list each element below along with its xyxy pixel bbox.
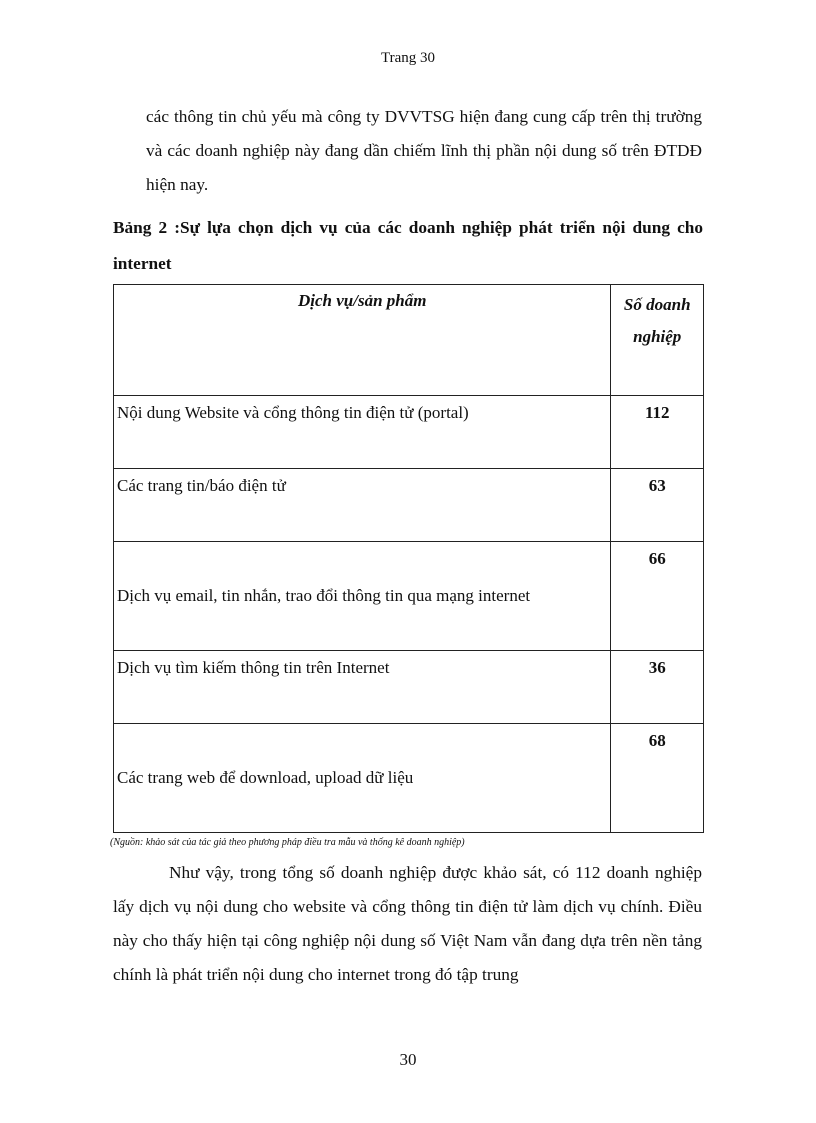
service-cell (114, 724, 611, 833)
service-cell (114, 396, 611, 469)
count-value: 66 (648, 549, 666, 568)
page-number: 30 (399, 1050, 417, 1069)
intro-paragraph: các thông tin chủ yếu mà công ty DVVTSG hiện đang cung cấp trên thị trường và các doanh nghiệp này đang dần chiếm lĩnh thị phần nội dung số trên ĐTDĐ hiện nay. (146, 107, 702, 194)
table-row (114, 651, 704, 724)
count-cell (611, 542, 704, 651)
count-cell (611, 724, 704, 833)
count-value: 63 (648, 476, 666, 495)
table-row (114, 396, 704, 469)
service-label: Dịch vụ tìm kiếm thông tin trên Internet (117, 658, 390, 677)
service-cell (114, 469, 611, 542)
header-service-label: Dịch vụ/sản phẩm (297, 291, 427, 310)
services-table (113, 284, 704, 833)
count-cell (611, 396, 704, 469)
service-cell (114, 542, 611, 651)
count-value: 112 (644, 403, 670, 422)
header-count (611, 285, 704, 396)
count-cell (611, 469, 704, 542)
table-header-row (114, 285, 704, 396)
service-cell (114, 651, 611, 724)
conclusion-text: Như vậy, trong tổng số doanh nghiệp được khảo sát, có 112 doanh nghiệp lấy dịch vụ nội dung cho website và cổng thông tin điện tử làm dịch vụ chính. Điều này cho thấy hiện tại công nghiệp nội dung số Việt Nam vẫn đang dựa trên nền tảng chính là phát triển nội dung cho internet trong đó tập trung (113, 863, 702, 984)
count-cell (611, 651, 704, 724)
service-label: Các trang tin/báo điện tử (117, 476, 286, 495)
table-row (114, 469, 704, 542)
source-note: (Nguồn: khảo sát của tác giả theo phương pháp điều tra mẫu và thống kê doanh nghiệp) (110, 837, 465, 848)
count-value: 68 (648, 731, 666, 750)
table-row (114, 724, 704, 833)
service-label: Các trang web để download, upload dữ liệu (117, 768, 414, 787)
table-row (114, 542, 704, 651)
table-caption: Bảng 2 :Sự lựa chọn dịch vụ của các doanh nghiệp phát triển nội dung cho internet (113, 218, 703, 273)
conclusion-paragraph (113, 856, 702, 992)
service-label: Dịch vụ email, tin nhắn, trao đổi thông tin qua mạng internet (117, 586, 531, 605)
header-service (114, 285, 611, 396)
count-value: 36 (648, 658, 666, 677)
service-label: Nội dung Website và cổng thông tin điện tử (portal) (117, 403, 469, 422)
header-count-label: Số doanh nghiệp (623, 295, 691, 346)
page-header: Trang 30 (380, 50, 436, 66)
